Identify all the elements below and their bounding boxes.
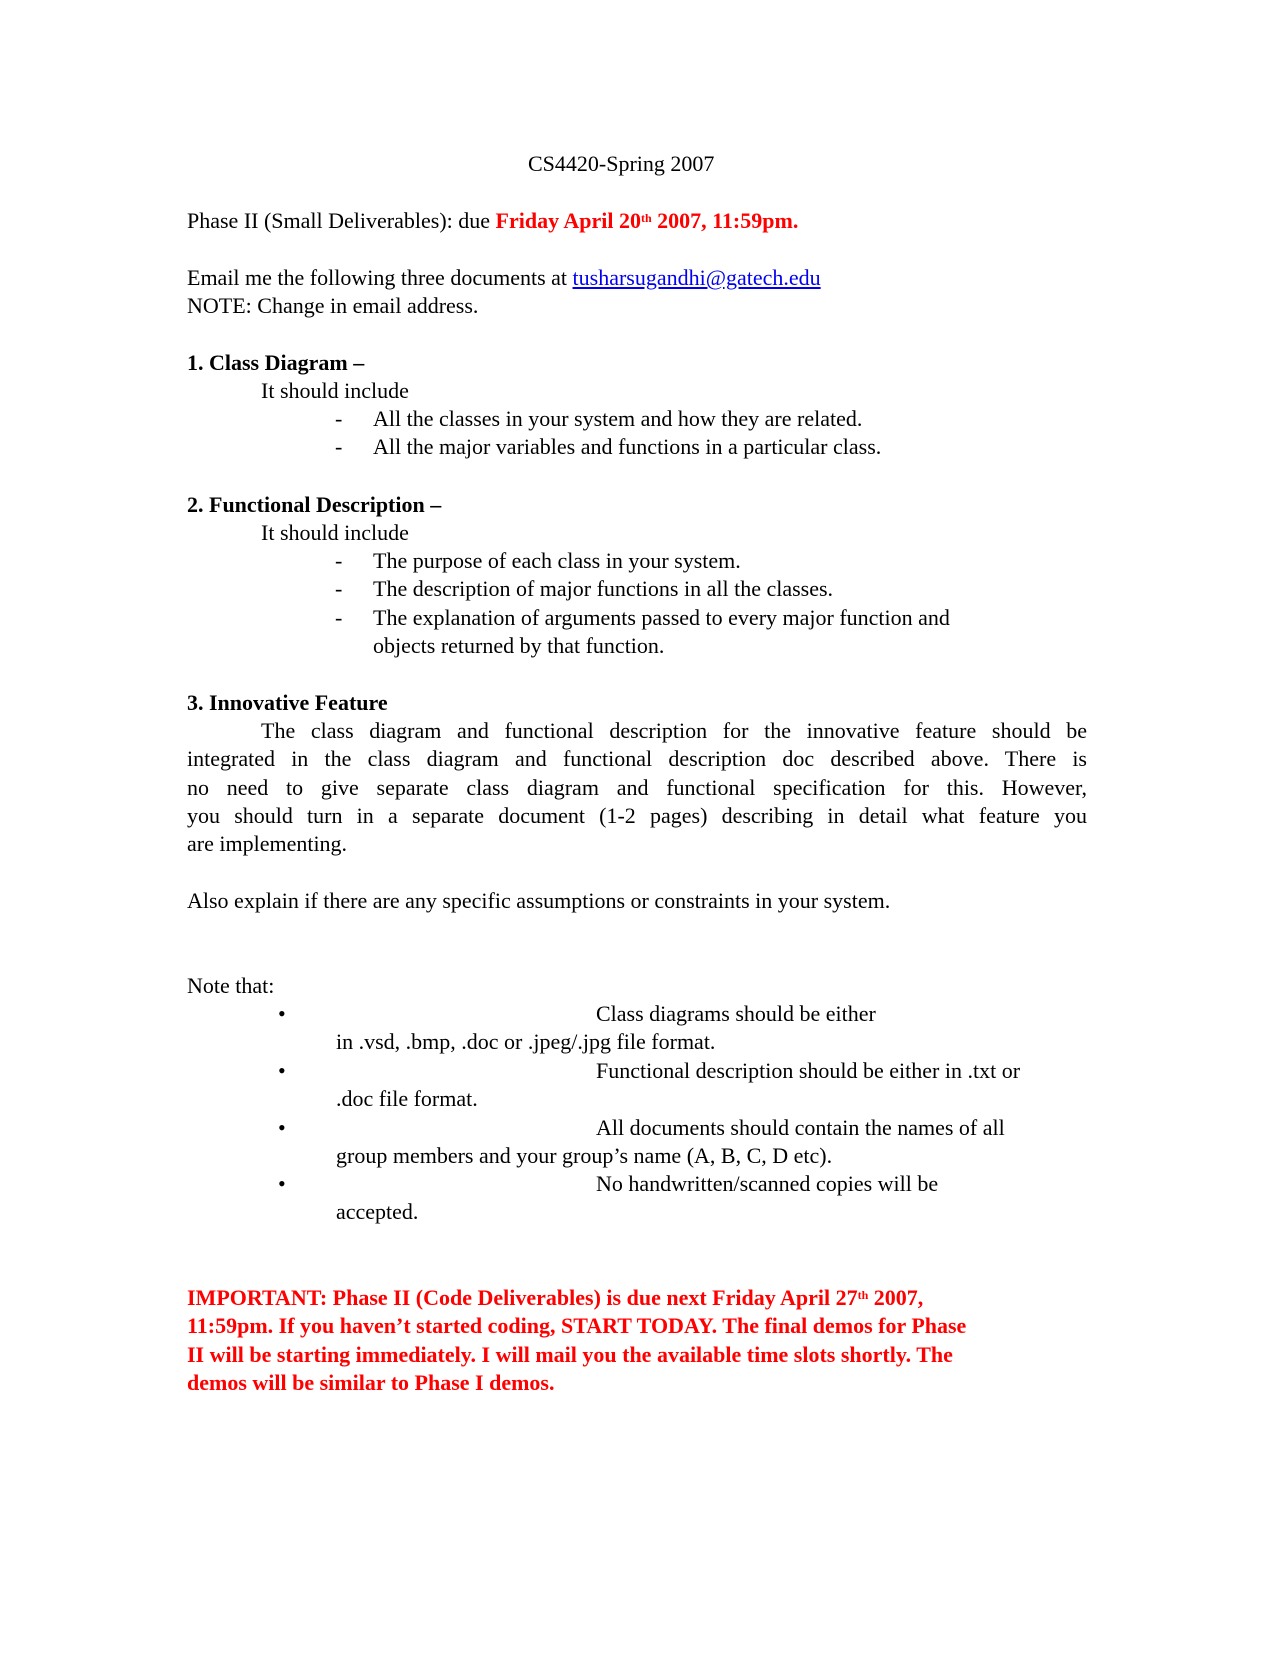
important-date-suffix: th <box>857 1288 869 1302</box>
page-title: CS4420-Spring 2007 <box>528 151 715 176</box>
note-item-second-line: in .vsd, .bmp, .doc or .jpeg/.jpg file format. <box>336 1029 716 1054</box>
dash-marker: - <box>335 434 343 459</box>
list-item: All the classes in your system and how they are related. <box>373 406 863 431</box>
phase-due-line <box>187 207 798 235</box>
paragraph-line: no need to give separate class diagram and functional specification for this. However, <box>187 775 1087 800</box>
email-link[interactable]: tusharsugandhi@gatech.edu <box>572 265 821 290</box>
note-item-first-line: No handwritten/scanned copies will be <box>596 1171 939 1196</box>
list-item-continuation: objects returned by that function. <box>373 633 665 658</box>
list-item: The explanation of arguments passed to every major function and <box>373 605 950 630</box>
important-notice-line: 11:59pm. If you haven’t started coding, START TODAY. The final demos for Phase <box>187 1313 967 1338</box>
section-class-diagram-heading: 1. Class Diagram – <box>187 350 365 375</box>
email-line <box>187 264 821 292</box>
paragraph-line: The class diagram and functional description for the innovative feature should be <box>261 718 1087 743</box>
section-class-diagram-intro: It should include <box>261 378 409 403</box>
note-item-first-line: Class diagrams should be either <box>596 1001 876 1026</box>
notes-heading: Note that: <box>187 973 275 998</box>
note-item-first-line: All documents should contain the names of all <box>596 1115 1005 1140</box>
due-date-time: 2007, 11:59pm. <box>651 208 799 233</box>
section-innovative-feature-heading: 3. Innovative Feature <box>187 690 388 715</box>
bullet-marker: • <box>278 1171 286 1196</box>
list-item: The purpose of each class in your system. <box>373 548 741 573</box>
assumptions-paragraph: Also explain if there are any specific assumptions or constraints in your system. <box>187 888 891 913</box>
note-item-second-line: accepted. <box>336 1199 419 1224</box>
important-text: 2007, <box>868 1285 924 1310</box>
section-functional-description-heading: 2. Functional Description – <box>187 492 442 517</box>
section-functional-description-intro: It should include <box>261 520 409 545</box>
dash-marker: - <box>335 548 343 573</box>
paragraph-line: integrated in the class diagram and functional description doc described above. There is <box>187 746 1087 771</box>
paragraph-line: you should turn in a separate document (1-2 pages) describing in detail what feature you <box>187 803 1087 828</box>
list-item: The description of major functions in all the classes. <box>373 576 834 601</box>
dash-marker: - <box>335 605 343 630</box>
important-notice-line: II will be starting immediately. I will mail you the available time slots shortly. The <box>187 1342 953 1367</box>
note-item-second-line: .doc file format. <box>336 1086 478 1111</box>
note-item-second-line: group members and your group’s name (A, B, C, D etc). <box>336 1143 833 1168</box>
important-text: IMPORTANT: Phase II (Code Deliverables) is due next Friday April 27 <box>187 1285 858 1310</box>
paragraph-line: are implementing. <box>187 831 348 856</box>
due-date-text: Friday April 20 <box>495 208 641 233</box>
note-item-first-line: Functional description should be either in .txt or <box>596 1058 1021 1083</box>
important-notice-line: demos will be similar to Phase I demos. <box>187 1370 555 1395</box>
bullet-marker: • <box>278 1058 286 1083</box>
dash-marker: - <box>335 406 343 431</box>
list-item: All the major variables and functions in a particular class. <box>373 434 882 459</box>
important-notice-line <box>187 1284 923 1312</box>
email-note: NOTE: Change in email address. <box>187 293 479 318</box>
dash-marker: - <box>335 576 343 601</box>
email-intro: Email me the following three documents at <box>187 265 573 290</box>
phase-label: Phase II (Small Deliverables): due <box>187 208 496 233</box>
bullet-marker: • <box>278 1115 286 1140</box>
bullet-marker: • <box>278 1001 286 1026</box>
due-date-suffix: th <box>640 211 652 225</box>
due-date <box>496 208 799 233</box>
